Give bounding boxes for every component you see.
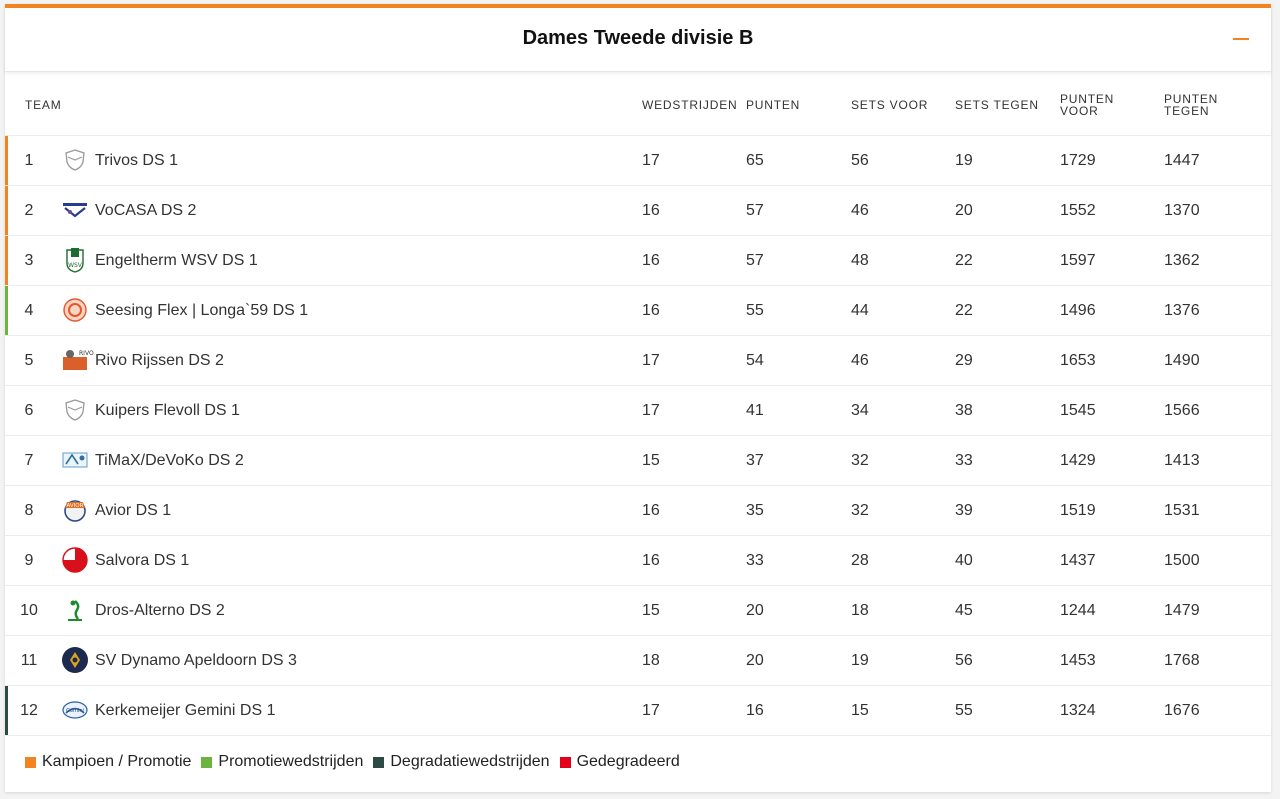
cell-punten-voor: 1437 bbox=[1060, 552, 1096, 569]
cell-punten-tegen: 1500 bbox=[1164, 552, 1200, 569]
vocasa-logo-icon bbox=[62, 197, 88, 223]
cell-wedstrijden: 15 bbox=[642, 602, 660, 619]
team-name[interactable]: Avior DS 1 bbox=[95, 502, 172, 519]
legend-swatch bbox=[25, 757, 36, 768]
cell-sets-tegen: 19 bbox=[955, 152, 973, 169]
cell-sets-voor: 19 bbox=[851, 652, 869, 669]
svg-text:AVIOR: AVIOR bbox=[66, 503, 84, 509]
table-header bbox=[5, 72, 1271, 136]
cell-punten-tegen: 1376 bbox=[1164, 302, 1200, 319]
cell-punten: 57 bbox=[746, 202, 764, 219]
table-row[interactable] bbox=[5, 436, 1271, 486]
longa-logo-icon bbox=[62, 297, 88, 323]
cell-sets-tegen: 55 bbox=[955, 702, 973, 719]
svg-text:RIVO: RIVO bbox=[79, 350, 94, 357]
rank: 1 bbox=[24, 152, 34, 169]
table-row[interactable] bbox=[5, 486, 1271, 536]
cell-punten: 54 bbox=[746, 352, 764, 369]
cell-sets-tegen: 33 bbox=[955, 452, 973, 469]
col-punten-tegen-line2: TEGEN bbox=[1164, 104, 1210, 118]
cell-punten: 20 bbox=[746, 602, 764, 619]
shield-icon bbox=[62, 147, 88, 173]
col-punten-voor-line2: VOOR bbox=[1060, 104, 1099, 118]
avior-logo-icon bbox=[62, 497, 88, 523]
rank: 9 bbox=[24, 552, 34, 569]
cell-punten: 57 bbox=[746, 252, 764, 269]
legend bbox=[25, 753, 690, 771]
cell-wedstrijden: 16 bbox=[642, 502, 660, 519]
cell-punten: 20 bbox=[746, 652, 764, 669]
table-row[interactable] bbox=[5, 236, 1271, 286]
cell-punten-voor: 1244 bbox=[1060, 602, 1096, 619]
table-body bbox=[5, 136, 1271, 736]
team-name[interactable]: Rivo Rijssen DS 2 bbox=[95, 352, 224, 369]
cell-punten: 35 bbox=[746, 502, 764, 519]
legend-swatch bbox=[560, 757, 571, 768]
table-row[interactable] bbox=[5, 136, 1271, 186]
cell-punten-tegen: 1413 bbox=[1164, 452, 1200, 469]
team-name[interactable]: Seesing Flex | Longa`59 DS 1 bbox=[95, 302, 309, 319]
cell-wedstrijden: 17 bbox=[642, 352, 660, 369]
legend-swatch bbox=[201, 757, 212, 768]
legend-label: Kampioen / Promotie bbox=[42, 753, 192, 770]
card-header bbox=[5, 8, 1271, 72]
cell-punten-tegen: 1490 bbox=[1164, 352, 1200, 369]
cell-sets-tegen: 20 bbox=[955, 202, 973, 219]
team-name[interactable]: TiMaX/DeVoKo DS 2 bbox=[95, 452, 244, 469]
cell-punten: 16 bbox=[746, 702, 764, 719]
collapse-icon[interactable] bbox=[1233, 38, 1249, 40]
cell-punten-tegen: 1531 bbox=[1164, 502, 1200, 519]
rank: 12 bbox=[20, 702, 38, 719]
table-row[interactable] bbox=[5, 636, 1271, 686]
cell-sets-voor: 28 bbox=[851, 552, 869, 569]
legend-swatch bbox=[373, 757, 384, 768]
cell-punten-tegen: 1370 bbox=[1164, 202, 1200, 219]
col-punten-tegen bbox=[1164, 93, 1218, 117]
cell-sets-voor: 32 bbox=[851, 452, 869, 469]
dros-logo-icon bbox=[62, 597, 88, 623]
cell-punten-tegen: 1676 bbox=[1164, 702, 1200, 719]
table-row[interactable] bbox=[5, 286, 1271, 336]
cell-punten-voor: 1453 bbox=[1060, 652, 1096, 669]
cell-sets-voor: 18 bbox=[851, 602, 869, 619]
cell-punten-voor: 1429 bbox=[1060, 452, 1096, 469]
cell-punten: 55 bbox=[746, 302, 764, 319]
cell-punten-tegen: 1362 bbox=[1164, 252, 1200, 269]
rank: 7 bbox=[24, 452, 34, 469]
legend-item-degradatie bbox=[373, 753, 549, 771]
cell-punten-voor: 1324 bbox=[1060, 702, 1096, 719]
cell-sets-tegen: 39 bbox=[955, 502, 973, 519]
cell-sets-voor: 56 bbox=[851, 152, 869, 169]
cell-sets-tegen: 40 bbox=[955, 552, 973, 569]
cell-wedstrijden: 16 bbox=[642, 202, 660, 219]
cell-sets-tegen: 22 bbox=[955, 252, 973, 269]
col-team: TEAM bbox=[25, 98, 62, 112]
cell-sets-voor: 46 bbox=[851, 352, 869, 369]
cell-sets-voor: 32 bbox=[851, 502, 869, 519]
cell-punten-voor: 1552 bbox=[1060, 202, 1096, 219]
table-row[interactable] bbox=[5, 186, 1271, 236]
cell-punten: 65 bbox=[746, 152, 764, 169]
rank: 10 bbox=[20, 602, 38, 619]
cell-punten-voor: 1496 bbox=[1060, 302, 1096, 319]
cell-punten-tegen: 1566 bbox=[1164, 402, 1200, 419]
legend-label: Degradatiewedstrijden bbox=[390, 753, 550, 770]
team-name[interactable]: VoCASA DS 2 bbox=[95, 202, 197, 219]
cell-punten-tegen: 1768 bbox=[1164, 652, 1200, 669]
cell-wedstrijden: 17 bbox=[642, 402, 660, 419]
cell-sets-tegen: 29 bbox=[955, 352, 973, 369]
cell-punten-voor: 1653 bbox=[1060, 352, 1096, 369]
team-name[interactable]: Engeltherm WSV DS 1 bbox=[95, 252, 258, 269]
team-name[interactable]: Kuipers Flevoll DS 1 bbox=[95, 402, 240, 419]
rank: 5 bbox=[24, 352, 34, 369]
svg-text:WSV: WSV bbox=[68, 262, 82, 269]
cell-wedstrijden: 16 bbox=[642, 252, 660, 269]
cell-sets-tegen: 38 bbox=[955, 402, 973, 419]
rank: 3 bbox=[24, 252, 34, 269]
cell-sets-voor: 46 bbox=[851, 202, 869, 219]
devoko-logo-icon bbox=[62, 447, 88, 473]
team-name[interactable]: SV Dynamo Apeldoorn DS 3 bbox=[95, 652, 297, 669]
cell-wedstrijden: 16 bbox=[642, 552, 660, 569]
team-name[interactable]: Dros-Alterno DS 2 bbox=[95, 602, 225, 619]
cell-sets-tegen: 22 bbox=[955, 302, 973, 319]
col-sets-tegen: SETS TEGEN bbox=[955, 98, 1039, 112]
cell-punten-tegen: 1447 bbox=[1164, 152, 1200, 169]
cell-punten: 37 bbox=[746, 452, 764, 469]
table-row[interactable] bbox=[5, 336, 1271, 386]
table-row[interactable] bbox=[5, 536, 1271, 586]
standings-card bbox=[5, 4, 1271, 792]
dynamo-logo-icon bbox=[62, 647, 88, 673]
cell-sets-tegen: 45 bbox=[955, 602, 973, 619]
team-name[interactable]: Trivos DS 1 bbox=[95, 152, 178, 169]
cell-punten: 41 bbox=[746, 402, 764, 419]
legend-label: Gedegradeerd bbox=[576, 753, 680, 770]
legend-item-gedegradeerd bbox=[560, 753, 680, 771]
table-row[interactable] bbox=[5, 686, 1271, 736]
cell-sets-voor: 15 bbox=[851, 702, 869, 719]
team-name[interactable]: Salvora DS 1 bbox=[95, 552, 190, 569]
col-punten-voor bbox=[1060, 93, 1114, 117]
col-sets-voor: SETS VOOR bbox=[851, 98, 929, 112]
cell-wedstrijden: 16 bbox=[642, 302, 660, 319]
legend-item-promotie bbox=[201, 753, 363, 771]
col-wedstrijden: WEDSTRIJDEN bbox=[642, 98, 738, 112]
gemini-logo-icon bbox=[62, 697, 88, 723]
col-punten-tegen-line1: PUNTEN bbox=[1164, 92, 1219, 106]
rivo-logo-icon bbox=[62, 347, 94, 373]
cell-punten-voor: 1597 bbox=[1060, 252, 1096, 269]
cell-wedstrijden: 17 bbox=[642, 702, 660, 719]
cell-punten-voor: 1545 bbox=[1060, 402, 1096, 419]
rank: 2 bbox=[24, 202, 34, 219]
cell-punten-voor: 1519 bbox=[1060, 502, 1096, 519]
col-punten-voor-line1: PUNTEN bbox=[1060, 92, 1115, 106]
cell-wedstrijden: 18 bbox=[642, 652, 660, 669]
shield-icon bbox=[62, 397, 88, 423]
cell-wedstrijden: 17 bbox=[642, 152, 660, 169]
cell-punten-tegen: 1479 bbox=[1164, 602, 1200, 619]
wsv-logo-icon bbox=[62, 247, 88, 273]
cell-punten-voor: 1729 bbox=[1060, 152, 1096, 169]
team-name[interactable]: Kerkemeijer Gemini DS 1 bbox=[95, 702, 276, 719]
cell-sets-voor: 44 bbox=[851, 302, 869, 319]
salvora-logo-icon bbox=[62, 547, 88, 573]
table-row[interactable] bbox=[5, 586, 1271, 636]
table-row[interactable] bbox=[5, 386, 1271, 436]
rank: 8 bbox=[24, 502, 34, 519]
cell-wedstrijden: 15 bbox=[642, 452, 660, 469]
cell-sets-voor: 48 bbox=[851, 252, 869, 269]
legend-item-kampioen bbox=[25, 753, 191, 771]
legend-label: Promotiewedstrijden bbox=[218, 753, 364, 770]
page-title: Dames Tweede divisie B bbox=[522, 27, 754, 49]
rank: 11 bbox=[20, 652, 38, 669]
rank: 6 bbox=[24, 402, 34, 419]
cell-sets-voor: 34 bbox=[851, 402, 869, 419]
svg-text:Gemini: Gemini bbox=[66, 708, 84, 714]
cell-punten: 33 bbox=[746, 552, 764, 569]
cell-sets-tegen: 56 bbox=[955, 652, 973, 669]
rank: 4 bbox=[24, 302, 34, 319]
col-punten: PUNTEN bbox=[746, 98, 801, 112]
